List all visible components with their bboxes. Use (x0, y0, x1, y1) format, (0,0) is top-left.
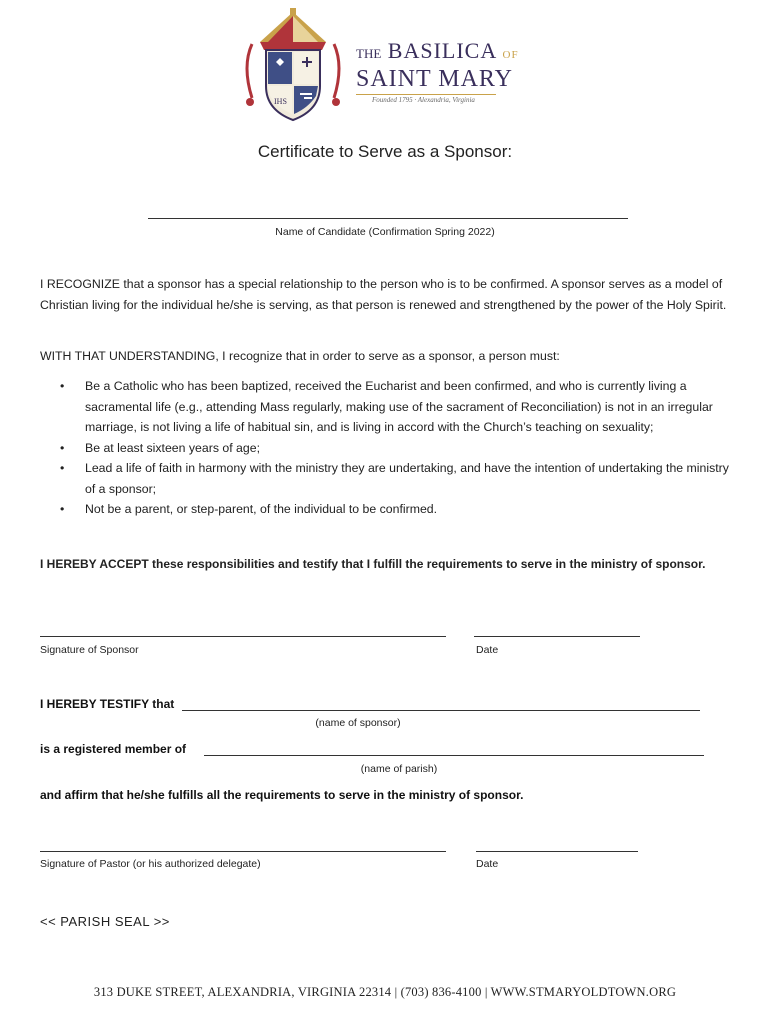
pastor-signature-line[interactable] (40, 851, 446, 852)
understanding-paragraph: WITH THAT UNDERSTANDING, I recognize that in order to serve as a sponsor, a person must: (40, 349, 560, 363)
pastor-signature-label: Signature of Pastor (or his authorized delegate) (40, 858, 261, 870)
basilica-logo (232, 4, 554, 128)
sponsor-date-line[interactable] (474, 636, 640, 637)
svg-text:IHS: IHS (274, 97, 287, 106)
parish-name-line[interactable] (204, 755, 704, 756)
logo-word-basilica: BASILICA (387, 38, 497, 63)
requirement-text: Not be a parent, or step-parent, of the individual to be confirmed. (85, 502, 438, 516)
registered-label: is a registered member of (40, 742, 187, 756)
bullet-icon: • (60, 379, 65, 393)
sponsor-name-line[interactable] (182, 710, 700, 711)
parish-seal-placeholder: << PARISH SEAL >> (40, 914, 170, 929)
candidate-name-line[interactable] (148, 218, 628, 219)
logo-line-2: SAINT MARY (356, 66, 513, 92)
sponsor-signature-label: Signature of Sponsor (40, 644, 139, 656)
logo-word-of: OF (502, 49, 519, 61)
list-item (40, 499, 740, 520)
bullet-icon: • (60, 440, 65, 455)
pastor-date-line[interactable] (476, 851, 638, 852)
list-item (40, 376, 740, 438)
requirement-text: Be a Catholic who has been baptized, received the Eucharist and been confirmed, and who is currently living a sacramental life (e.g., attending Mass regularly, making use of the sacrament of Reconciliation) is not in an irregular marriage, is not living a life of habitual sin, and is living in accord with the Church’s teaching on sexuality; (85, 379, 713, 434)
logo-word-the: THE (356, 46, 382, 61)
bullet-icon: • (60, 502, 65, 516)
logo-tagline: Founded 1795 · Alexandria, Virginia (372, 96, 475, 104)
requirement-text: Be at least sixteen years of age; (85, 440, 260, 455)
name-of-sponsor-label: (name of sponsor) (315, 717, 401, 729)
logo-divider (356, 94, 496, 95)
list-item (40, 438, 740, 459)
testify-label: I HEREBY TESTIFY that (40, 697, 175, 711)
list-item (40, 458, 740, 499)
pastor-date-label: Date (476, 858, 499, 870)
name-of-parish-label: (name of parish) (360, 763, 438, 775)
sponsor-signature-line[interactable] (40, 636, 446, 637)
basilica-crest-icon (238, 6, 348, 126)
footer-address: 313 DUKE STREET, ALEXANDRIA, VIRGINIA 22314 | (703) 836-4100 | WWW.STMARYOLDTOWN.ORG (93, 985, 677, 999)
affirm-statement: and affirm that he/she fulfills all the requirements to serve in the ministry of sponsor. (40, 788, 524, 802)
sponsor-date-label: Date (476, 644, 499, 656)
page-title: Certificate to Serve as a Sponsor: (257, 142, 513, 161)
requirements-list (40, 376, 740, 520)
recognize-paragraph: I RECOGNIZE that a sponsor has a special relationship to the person who is to be confirmed. A sponsor serves as a model of Christian living for the individual he/she is serving, as that person is renewed and strengthened by the power of the Holy Spirit. (40, 277, 727, 312)
accept-statement: I HEREBY ACCEPT these responsibilities and testify that I fulfill the requirements to serve in the ministry of sponsor. (40, 557, 706, 571)
logo-line-1 (356, 38, 519, 64)
bullet-icon: • (60, 461, 65, 475)
requirement-text: Lead a life of faith in harmony with the ministry they are undertaking, and have the intention of undertaking the ministry of a sponsor; (85, 461, 729, 496)
candidate-name-label: Name of Candidate (Confirmation Spring 2022) (275, 226, 495, 238)
